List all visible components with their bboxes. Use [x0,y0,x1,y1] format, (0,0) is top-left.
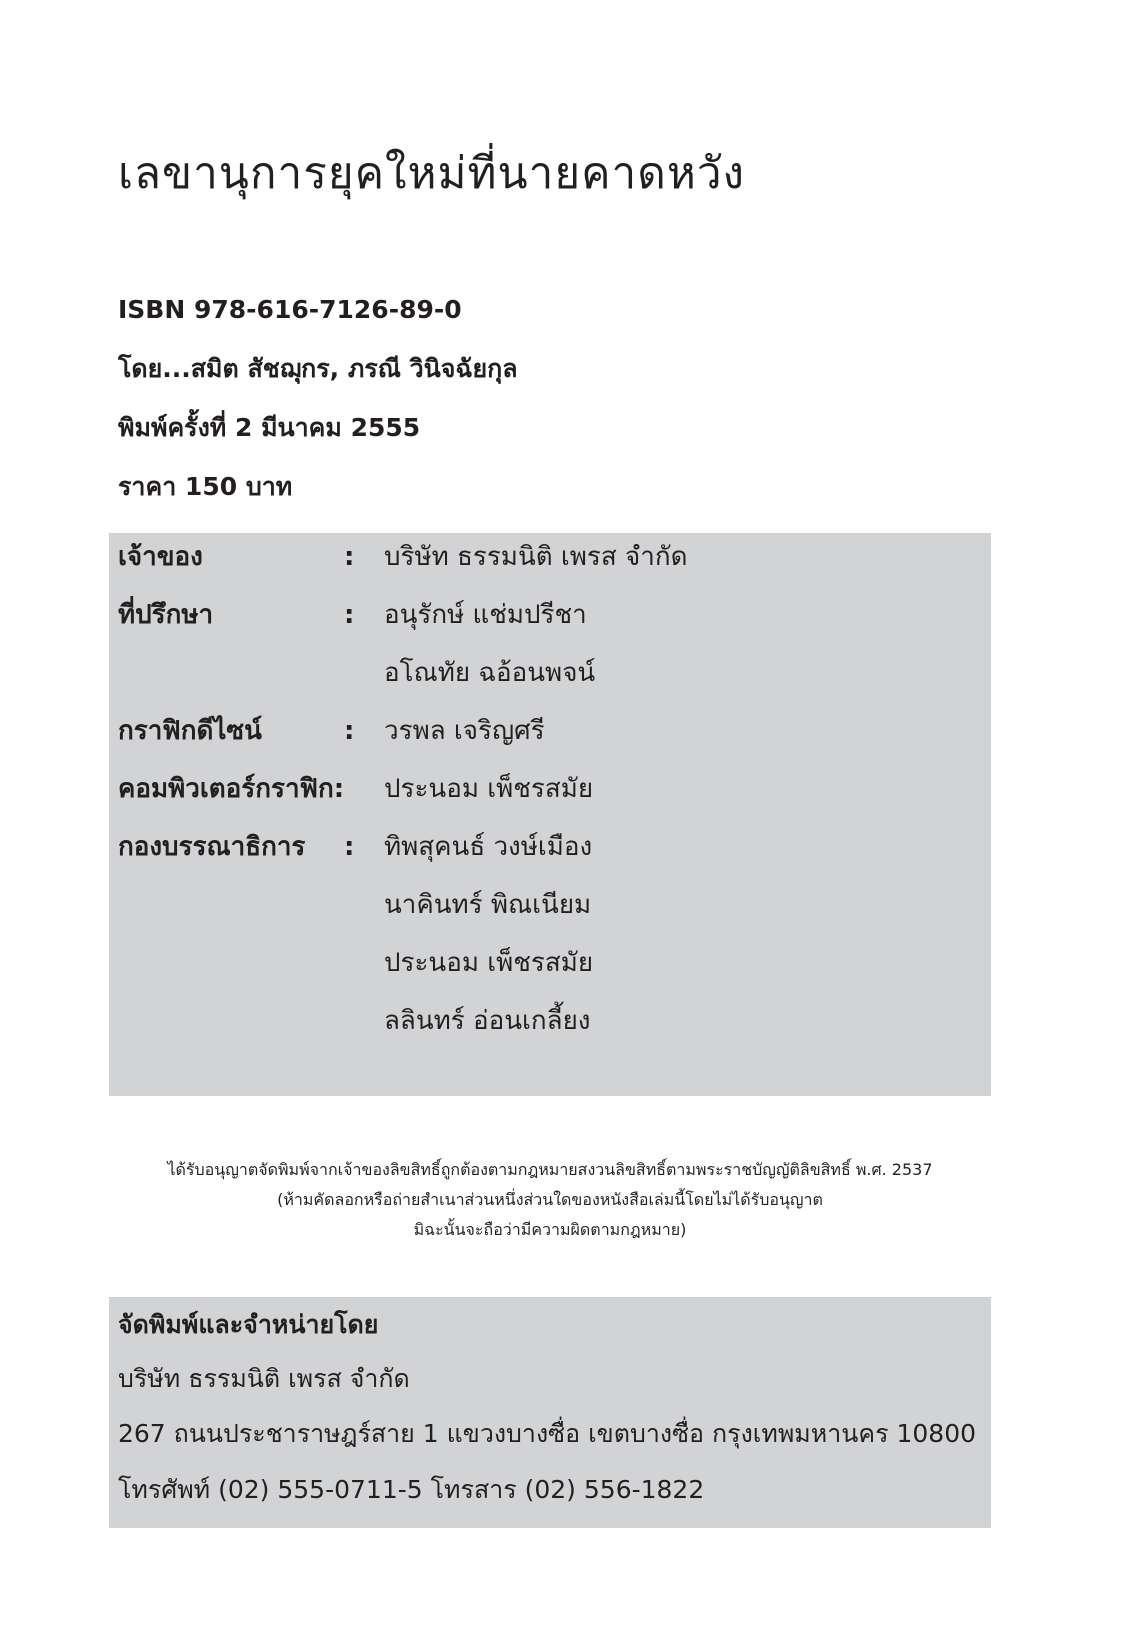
credit-value-owner: บริษัท ธรรมนิติ เพรส จำกัด [384,542,688,572]
credit-colon: : [344,542,355,572]
credit-value-editor: ประนอม เพ็ชรสมัย [384,948,594,978]
authors: โดย...สมิต สัชฌุกร, ภรณี วินิจฉัยกุล [118,354,518,383]
credit-colon: : [344,600,355,630]
credit-label-advisor: ที่ปรึกษา [118,600,214,630]
book-title: เลขานุการยุคใหม่ที่นายคาดหวัง [118,148,746,199]
credit-value-advisor: อโณทัย ฉอ้อนพจน์ [384,658,596,688]
credits-box [109,533,991,1096]
publisher-heading: จัดพิมพ์และจำหน่ายโดย [118,1310,379,1339]
credit-value-computer-graphic: ประนอม เพ็ชรสมัย [384,774,594,804]
notice-line: ได้รับอนุญาตจัดพิมพ์จากเจ้าของลิขสิทธิ์ถูกต้องตามกฎหมายสงวนลิขสิทธิ์ตามพระราชบัญญัติลิขสิทธิ์ พ.ศ. 2537 [167,1160,933,1179]
notice-line: มิฉะนั้นจะถือว่ามีความผิดตามกฎหมาย) [413,1220,687,1239]
credit-label-owner: เจ้าของ [118,542,203,572]
credit-label-design: กราฟิกดีไซน์ [118,716,262,746]
publisher-contact: โทรศัพท์ (02) 555-0711-5 โทรสาร (02) 556-1822 [118,1475,705,1504]
credit-value-advisor: อนุรักษ์ แช่มปรีชา [384,600,587,630]
credit-colon: : [344,832,355,862]
credit-value-editor: ทิพสุคนธ์ วงษ์เมือง [384,832,593,862]
isbn: ISBN 978-616-7126-89-0 [118,295,462,324]
publisher-address: 267 ถนนประชาราษฎร์สาย 1 แขวงบางซื่อ เขตบางซื่อ กรุงเทพมหานคร 10800 [118,1419,977,1448]
credit-value-editor: นาคินทร์ พิณเนียม [384,890,592,920]
credit-colon: : [344,716,355,746]
publisher-name: บริษัท ธรรมนิติ เพรส จำกัด [118,1364,410,1393]
credit-label-computer-graphic: คอมพิวเตอร์กราฟิก: [118,774,345,804]
edition: พิมพ์ครั้งที่ 2 มีนาคม 2555 [118,413,421,442]
credit-value-editor: ลลินทร์ อ่อนเกลี้ยง [384,1006,591,1036]
notice-line: (ห้ามคัดลอกหรือถ่ายสำเนาส่วนหนึ่งส่วนใดของหนังสือเล่มนี้โดยไม่ได้รับอนุญาต [277,1190,823,1209]
copyright-notice [109,1155,991,1245]
publisher-box [109,1297,991,1528]
credit-value-design: วรพล เจริญศรี [384,716,545,746]
book-meta [118,292,518,528]
price: ราคา 150 บาท [118,472,293,501]
credit-label-editorial: กองบรรณาธิการ [118,832,306,862]
